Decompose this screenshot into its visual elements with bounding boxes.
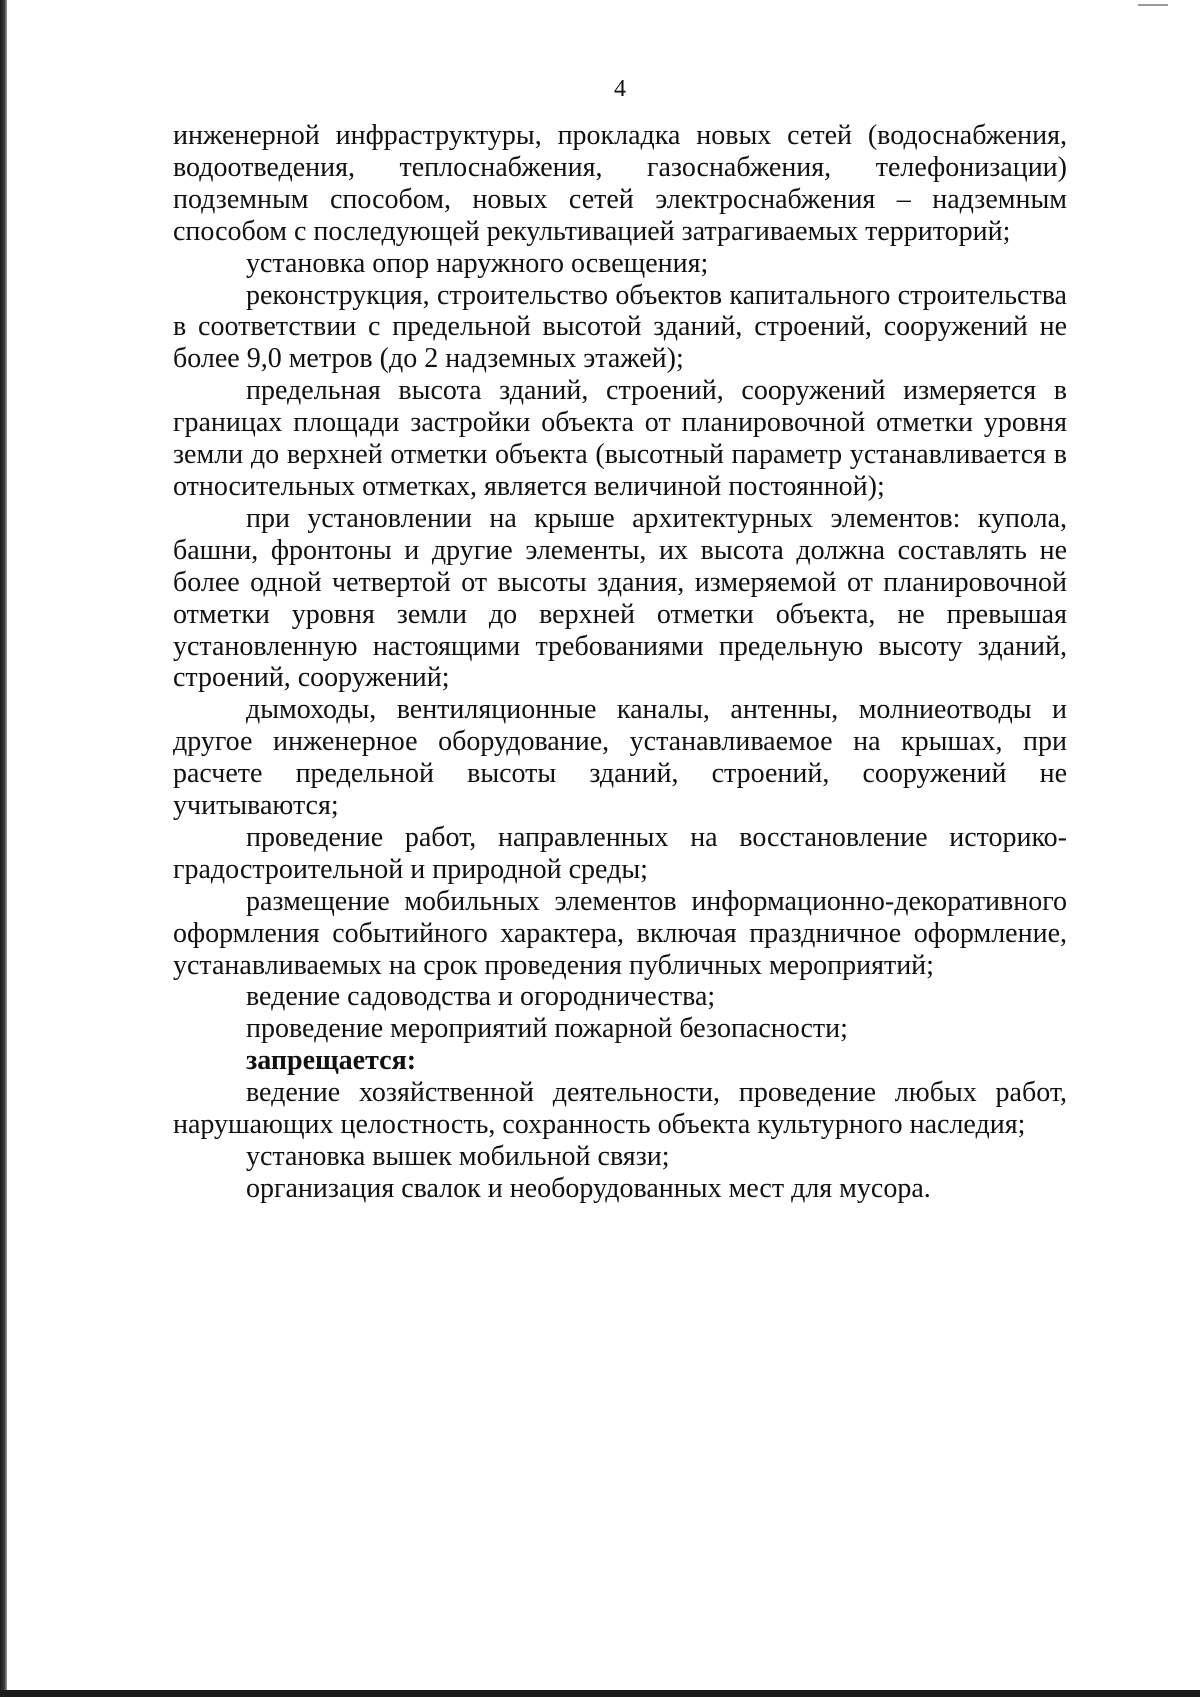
paragraph: установка опор наружного освещения;: [246, 247, 709, 279]
paragraph: проведение мероприятий пожарной безопасности;: [246, 1013, 848, 1045]
paragraph: размещение мобильных элементов информационно-декоративного оформления событийного характера, включая праздничное оформление, устанавливаемых на срок проведения публичных мероприятий;: [173, 885, 1067, 981]
paragraph: проведение работ, направленных на восстановление историко-градостроительной и природной среды;: [173, 821, 1067, 885]
document-body: [173, 120, 1067, 1205]
paragraph: при установлении на крыше архитектурных элементов: купола, башни, фронтоны и другие элементы, их высота должна составлять не более одной четвертой от высоты здания, измеряемой от планировочной отметки уровня земли до верхней отметки объекта, не превышая установленную настоящими требованиями предельную высоту зданий, строений, сооружений;: [173, 502, 1067, 694]
paragraph: инженерной инфраструктуры, прокладка новых сетей (водоснабжения, водоотведения, теплоснабжения, газоснабжения, телефонизации) подземным способом, новых сетей электроснабжения – надземным способом с последующей рекультивацией затрагиваемых территорий;: [173, 120, 1067, 247]
paragraph: реконструкция, строительство объектов капитального строительства в соответствии с предельной высотой зданий, строений, сооружений не более 9,0 метров (до 2 надземных этажей);: [173, 279, 1067, 375]
paragraph: установка вышек мобильной связи;: [246, 1141, 670, 1172]
scan-mark: [1138, 4, 1168, 6]
section-heading: запрещается:: [246, 1045, 417, 1077]
paragraph: ведение садоводства и огородничества;: [246, 981, 716, 1013]
page-number: 4: [614, 76, 626, 102]
paragraph: дымоходы, вентиляционные каналы, антенны, молниеотводы и другое инженерное оборудование, устанавливаемое на крышах, при расчете предельной высоты зданий, строений, сооружений не учитываются;: [173, 694, 1067, 822]
scan-edge-bottom: [0, 1690, 1200, 1697]
scan-edge-left: [0, 0, 7, 1697]
paragraph: предельная высота зданий, строений, сооружений измеряется в границах площади застройки объекта от планировочной отметки уровня земли до верхней отметки объекта (высотный параметр устанавливается в относительных отметках, является величиной постоянной);: [173, 375, 1067, 502]
paragraph: организация свалок и необорудованных мест для мусора.: [246, 1172, 931, 1204]
paragraph: ведение хозяйственной деятельности, проведение любых работ, нарушающих целостность, сохранность объекта культурного наследия;: [173, 1077, 1067, 1141]
